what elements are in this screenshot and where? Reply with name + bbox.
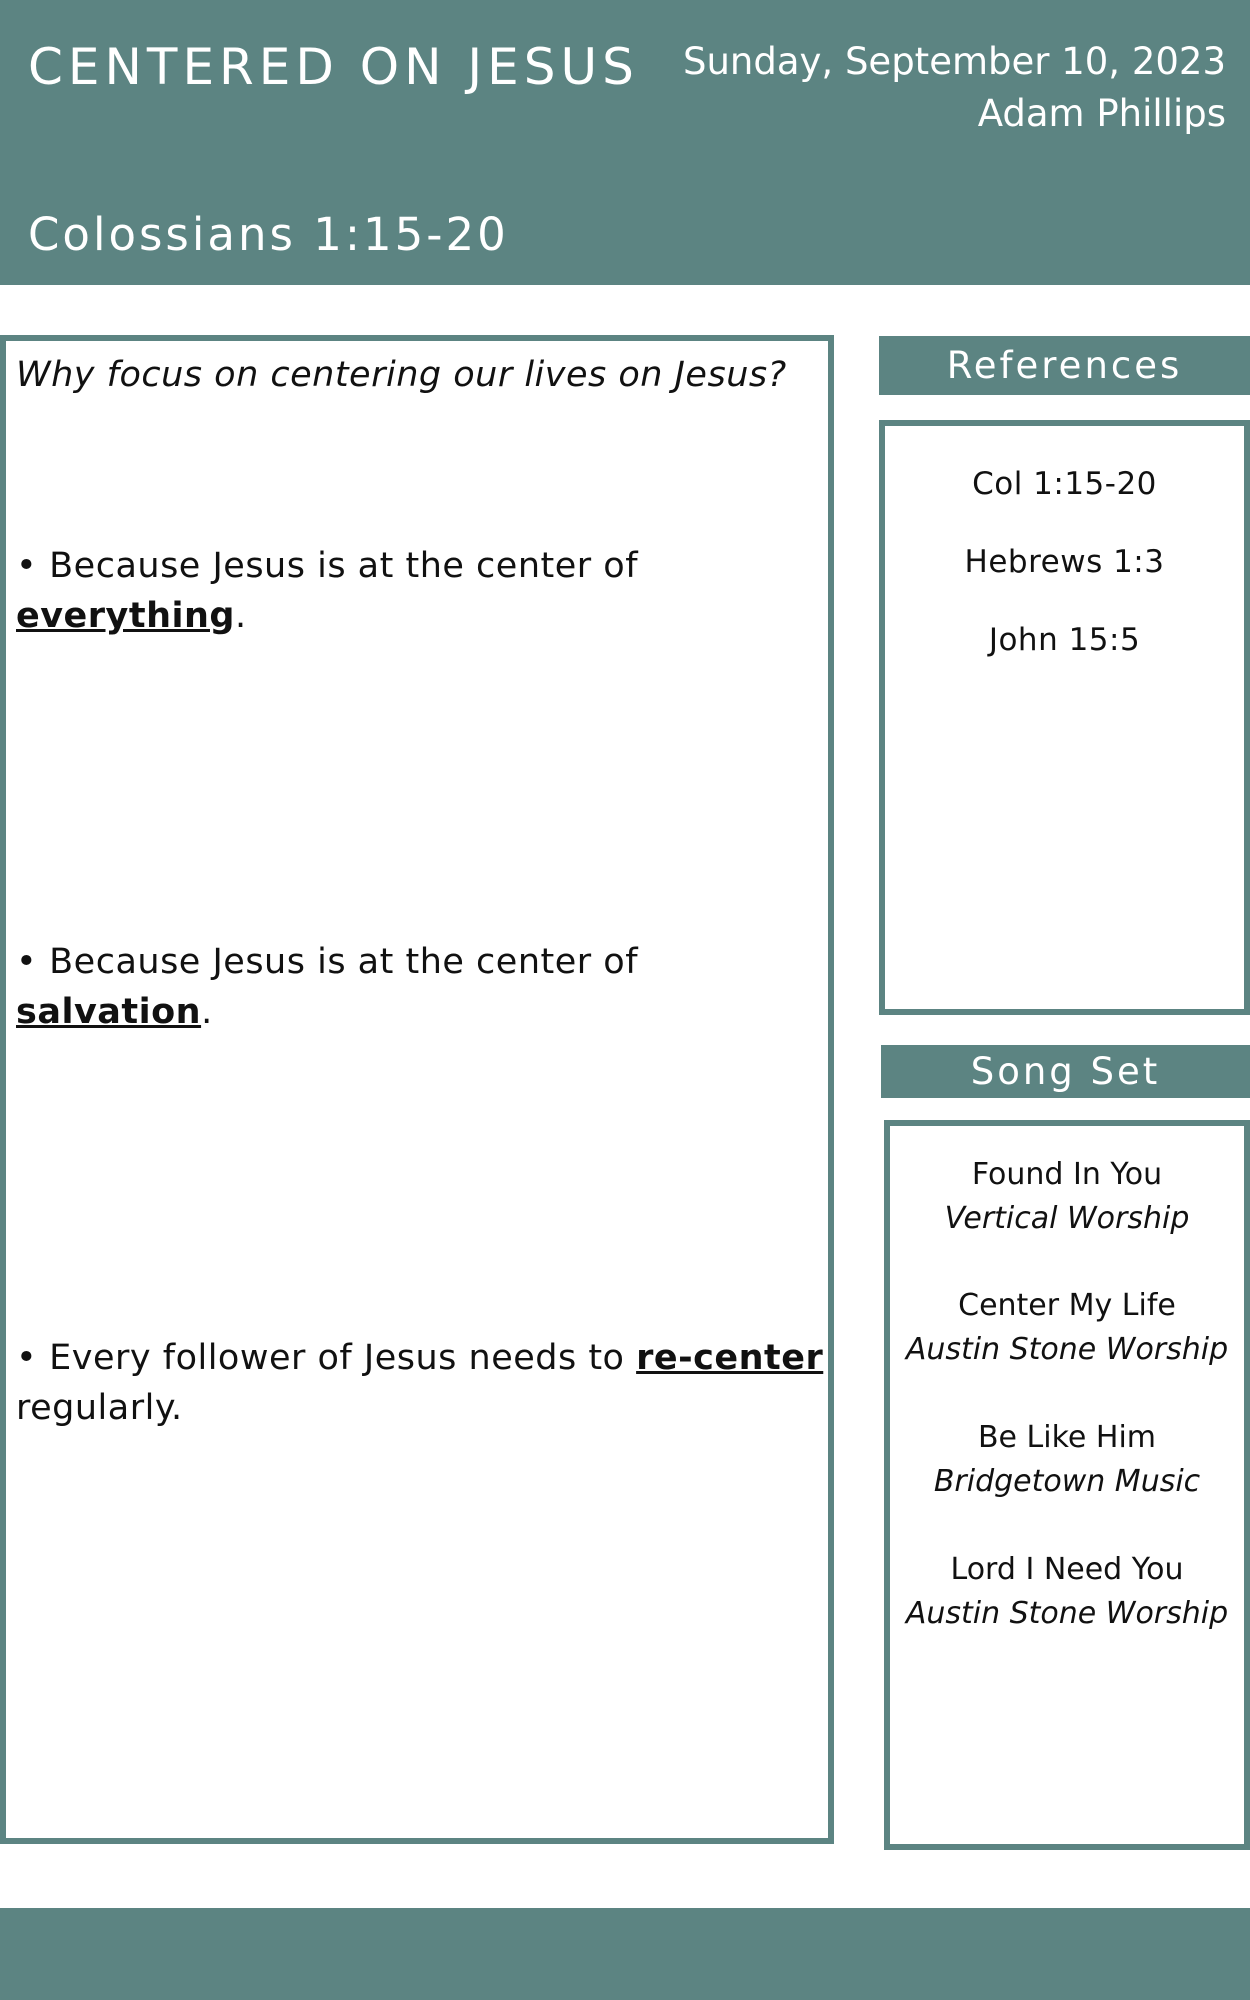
song-entry <box>884 1153 1250 1241</box>
sermon-notes-panel <box>0 335 834 1844</box>
speaker-name: Adam Phillips <box>977 92 1226 135</box>
point-text: Every follower of Jesus needs to <box>49 1338 637 1378</box>
reference-item: John 15:5 <box>988 622 1141 658</box>
song-title: Found In You <box>971 1157 1163 1192</box>
point-keyword: everything <box>16 596 235 636</box>
scripture-passage: Colossians 1:15-20 <box>28 208 509 261</box>
point-text: Because Jesus is at the center of <box>49 546 639 586</box>
note-point <box>16 1333 836 1433</box>
song-artist: Vertical Worship <box>944 1201 1190 1236</box>
point-keyword: re-center <box>636 1338 824 1378</box>
header-banner <box>0 0 1250 285</box>
song-artist: Austin Stone Worship <box>905 1332 1229 1367</box>
song-artist: Bridgetown Music <box>933 1464 1201 1499</box>
bullet-marker: • <box>16 942 38 982</box>
song-entry <box>884 1416 1250 1504</box>
point-text-end: regularly. <box>16 1388 183 1428</box>
song-artist: Austin Stone Worship <box>905 1596 1229 1631</box>
song-title: Be Like Him <box>977 1420 1157 1455</box>
song-entry <box>884 1548 1250 1636</box>
references-panel <box>879 420 1250 1015</box>
song-title: Center My Life <box>958 1288 1176 1323</box>
song-title: Lord I Need You <box>950 1552 1184 1587</box>
note-point <box>16 937 836 1037</box>
notes-question: Why focus on centering our lives on Jesus? <box>16 355 787 395</box>
references-heading: References <box>879 336 1250 395</box>
note-point <box>16 541 836 641</box>
point-text-end: . <box>234 596 247 636</box>
point-keyword: salvation <box>16 992 202 1032</box>
footer-bar <box>0 1908 1250 2000</box>
bullet-marker: • <box>16 546 38 586</box>
reference-item: Col 1:15-20 <box>972 466 1157 502</box>
date-speaker-block <box>683 36 1226 140</box>
point-text-end: . <box>201 992 213 1032</box>
song-set-panel <box>884 1120 1250 1850</box>
song-entry <box>884 1284 1250 1372</box>
sermon-date: Sunday, September 10, 2023 <box>682 40 1226 83</box>
bullet-marker: • <box>16 1338 38 1378</box>
point-text: Because Jesus is at the center of <box>49 942 639 982</box>
sermon-title: CENTERED ON JESUS <box>28 38 639 96</box>
song-set-heading: Song Set <box>881 1045 1250 1098</box>
reference-item: Hebrews 1:3 <box>964 544 1165 580</box>
